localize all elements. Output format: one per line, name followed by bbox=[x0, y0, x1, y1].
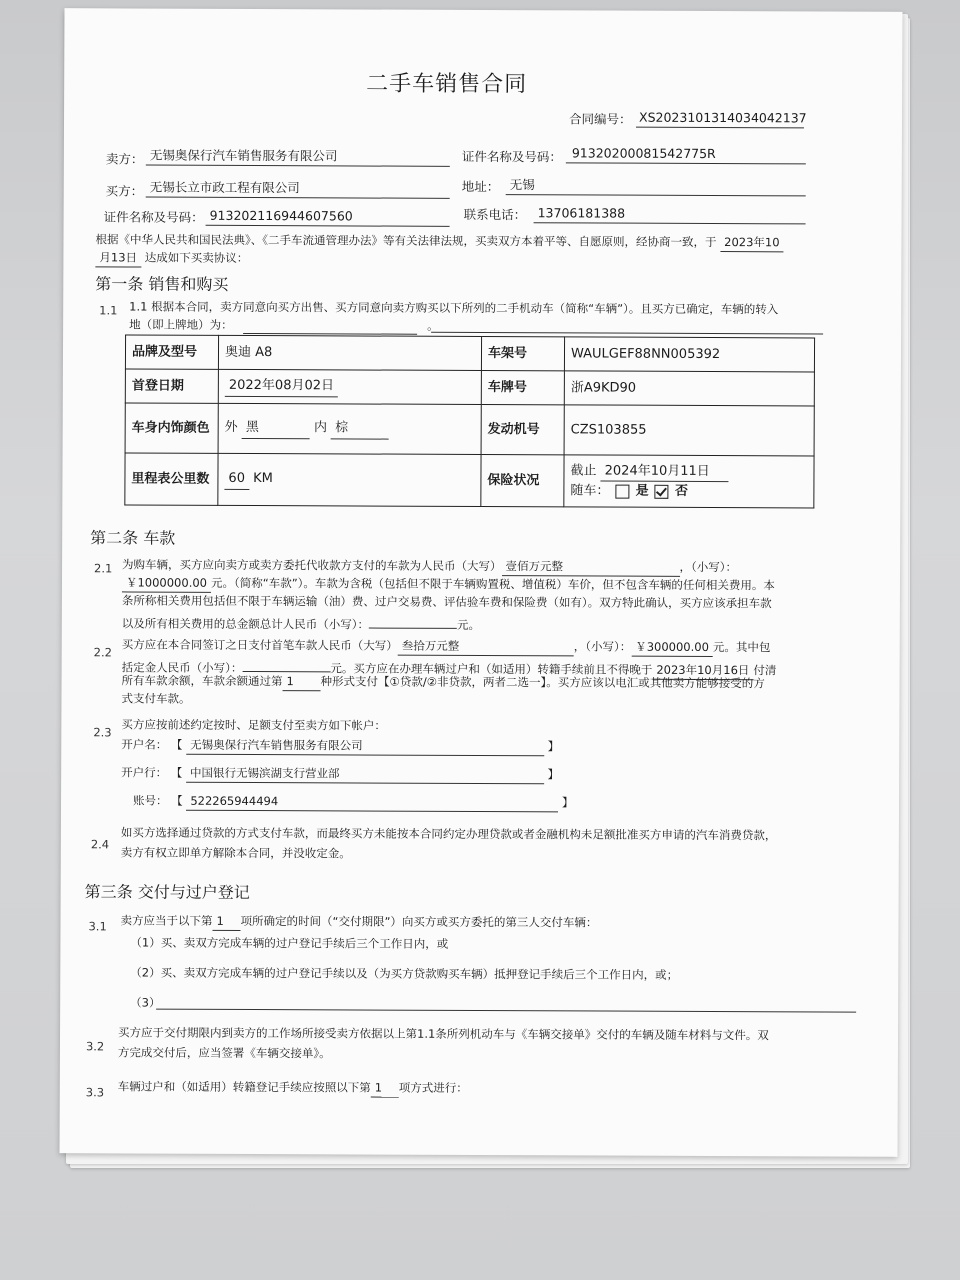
delivery-item-no: 1 bbox=[212, 913, 240, 931]
insurance-until-prefix: 截止 bbox=[570, 462, 597, 479]
total-price-lower: ￥1000000.00 bbox=[122, 574, 211, 593]
clause-1-1-text: 1.1 根据本合同，卖方同意向买方出售、买方同意向卖方购买以下所列的二手机动车（简称“车辆”）。且买方已确定，车辆的转入 bbox=[129, 299, 779, 317]
clause-2-1-text-3: 元。（简称“车款”）。车款为含税（包括但不限于车辆购置税、增值税）车价，但不包含车辆的任何相关费用。本 bbox=[210, 575, 775, 593]
clause-1-1-line bbox=[431, 332, 823, 335]
vin-value: WAULGEF88NN005392 bbox=[564, 337, 814, 372]
delivery-option-1: （1）买、卖双方完成车辆的过户登记手续后三个工作日内，或 bbox=[130, 935, 449, 951]
reg-date-value: 2022年08月02日 bbox=[225, 376, 338, 397]
reg-date-cell bbox=[218, 369, 481, 404]
mileage-cell bbox=[218, 453, 481, 506]
preamble-date-2: 月13日 bbox=[95, 249, 141, 267]
clause-2-1-text-1: 为购车辆，买方应向卖方或卖方委托代收款方支付的车款为人民币（大写） bbox=[122, 557, 502, 574]
engine-label: 发动机号 bbox=[481, 404, 564, 454]
insurance-until-line bbox=[570, 461, 807, 483]
insurance-with-line bbox=[570, 481, 807, 502]
clause-1-1-text-2: 地（即上牌地）为： bbox=[129, 317, 233, 332]
clause-2-2-text-1: 买方应在本合同签订之日支付首笔车款人民币（大写） bbox=[121, 637, 398, 653]
account-no-label: 账号： bbox=[133, 793, 168, 808]
reg-date-label: 首登日期 bbox=[125, 369, 218, 403]
clause-2-4-line-2: 卖方有权立即单方解除本合同，并没收定金。 bbox=[120, 845, 351, 861]
buyer-id-label: 证件名称及号码： bbox=[103, 209, 204, 225]
account-no-value: 522265944494 bbox=[186, 793, 558, 813]
ext-color-value: 黑 bbox=[242, 418, 310, 439]
clause-2-1-text-5: 元。 bbox=[457, 617, 481, 632]
insurance-label: 保险状况 bbox=[481, 454, 564, 506]
page-title: 二手车销售合同 bbox=[366, 71, 528, 98]
mileage-value: 60 bbox=[224, 469, 249, 490]
bracket-open: 【 bbox=[171, 793, 183, 808]
plate-label: 车牌号 bbox=[481, 370, 564, 404]
insurance-yes-label: 是 bbox=[635, 483, 649, 499]
account-no-row bbox=[133, 792, 574, 812]
preamble-date-1: 2023年10 bbox=[720, 234, 783, 253]
clause-2-2-line-4: 式支付车款。 bbox=[121, 691, 191, 706]
seller-label: 卖方： bbox=[105, 151, 144, 167]
contract-no-value: XS2023101314034042137 bbox=[638, 109, 807, 126]
contract-no-label: 合同编号： bbox=[568, 111, 632, 127]
seller-id-underline bbox=[566, 162, 806, 164]
table-row bbox=[125, 335, 814, 372]
delivery-option-2: （2）买、卖双方完成车辆的过户登记手续以及（为买方贷款购买车辆）抵押登记手续后三个工作日内，或； bbox=[130, 965, 679, 982]
clause-3-1-line-1 bbox=[120, 912, 597, 932]
transfer-item-no: 1 bbox=[371, 1080, 399, 1098]
delivery-option-3: （3） bbox=[130, 995, 161, 1010]
clause-2-2-text-7: 所有车款余额，车款余额通过第 bbox=[121, 673, 283, 689]
clause-1-1-end: 。 bbox=[427, 318, 439, 333]
clause-2-3-line-1: 买方应按前述约定按时、足额支付至卖方如下帐户： bbox=[121, 717, 386, 733]
account-name-row bbox=[121, 736, 559, 756]
brand-label: 品牌及型号 bbox=[125, 335, 218, 369]
clause-2-2-text-5: 元。买方应在办理车辆过户和（如适用）转籍手续前且不得晚于 bbox=[330, 661, 653, 677]
vin-label: 车架号 bbox=[481, 337, 564, 371]
total-price-upper: 壹佰万元整 bbox=[502, 558, 680, 577]
clause-3-1-num: 3.1 bbox=[88, 919, 107, 934]
deposit-lower: ￥300000.00 bbox=[631, 639, 713, 658]
plate-value: 浙A9KD90 bbox=[564, 371, 814, 406]
clause-3-1-text-2: 项所确定的时间（“交付期限”）向买方或买方委托的第三人交付车辆： bbox=[240, 913, 598, 930]
account-name-label: 开户名： bbox=[121, 737, 168, 752]
clause-3-2-line-2: 方完成交付后，应当签署《车辆交接单》。 bbox=[117, 1045, 331, 1061]
account-bank-value: 中国银行无锡滨湖支行营业部 bbox=[186, 765, 544, 785]
account-bank-row bbox=[121, 764, 559, 784]
preamble-text-line2 bbox=[95, 249, 248, 268]
bracket-close: 】 bbox=[561, 795, 574, 810]
vehicle-info-table bbox=[124, 334, 815, 508]
ext-color-prefix: 外 bbox=[224, 420, 238, 436]
brand-value: 奥迪 A8 bbox=[218, 335, 481, 370]
seller-id-value: 91320200081542775R bbox=[571, 145, 716, 162]
clause-3-2-num: 3.2 bbox=[85, 1039, 105, 1054]
color-cell bbox=[218, 403, 481, 454]
clause-2-1-line-4 bbox=[122, 610, 480, 634]
delivery-option-3-line bbox=[156, 1009, 856, 1013]
account-bank-label: 开户行： bbox=[121, 765, 168, 780]
buyer-label: 买方： bbox=[105, 183, 144, 199]
clause-2-4-line-1: 如买方选择通过贷款的方式支付车款，而最终买方未能按本合同约定办理贷款或者金融机构未足额批准买方申请的汽车消费贷款， bbox=[120, 825, 777, 843]
clause-2-2-text-3: 元。其中包 bbox=[712, 640, 771, 655]
insurance-with-label: 随车： bbox=[570, 483, 610, 499]
contract-page bbox=[60, 8, 903, 1157]
clause-3-3-num: 3.3 bbox=[85, 1085, 105, 1100]
article-3-heading: 第三条 交付与过户登记 bbox=[84, 882, 250, 902]
clause-2-1-num: 2.1 bbox=[94, 561, 113, 576]
clause-2-2-text-8: 种形式支付【①贷款/②非贷款，两者二选一】。买方应该以电汇或其他卖方能够接受的方 bbox=[320, 674, 765, 691]
mileage-label: 里程表公里数 bbox=[125, 453, 218, 505]
table-row bbox=[125, 403, 814, 456]
buyer-phone-label: 联系电话： bbox=[463, 206, 527, 223]
seller-id-label: 证件名称及号码： bbox=[461, 148, 562, 165]
insurance-until-value: 2024年10月11日 bbox=[601, 461, 729, 482]
insurance-cell bbox=[564, 455, 814, 508]
clause-2-2-text-4: 括定金人民币（小写）： bbox=[121, 660, 243, 675]
bracket-open: 【 bbox=[170, 765, 183, 780]
bracket-close: 】 bbox=[547, 739, 560, 754]
clause-2-1-line-3: 条所称相关费用包括但不限于车辆运输（油）费、过户交易费、评估验车费和保险费（如有）。双方特此确认，买方应该承担车款 bbox=[121, 593, 772, 611]
clause-2-2-num: 2.2 bbox=[93, 645, 113, 660]
clause-2-1-text-4: 以及所有相关费用的总金额总计人民币（小写）： bbox=[121, 616, 370, 632]
earnest-money-blank bbox=[242, 655, 330, 672]
mileage-unit: KM bbox=[253, 471, 273, 487]
buyer-addr-label: 地址： bbox=[461, 178, 500, 195]
clause-3-2-line-1: 买方应于交付期限内到卖方的工作场所接受卖方依据以上第1.1条所列机动车与《车辆交接单》交付的车辆及随车材料与文件。双 bbox=[118, 1025, 769, 1043]
preamble-text-2: 达成如下买卖协议： bbox=[144, 250, 249, 265]
clause-3-3-text-1: 车辆过户和（如适用）转籍登记手续应按照以下第 bbox=[117, 1079, 371, 1095]
total-amount-blank bbox=[369, 612, 457, 629]
checkbox-yes-icon[interactable] bbox=[616, 484, 630, 498]
buyer-id-value: 913202116944607560 bbox=[209, 207, 353, 224]
seller-underline bbox=[146, 165, 450, 167]
clause-1-1-num: 1.1 bbox=[99, 303, 118, 318]
clause-2-4-num: 2.4 bbox=[90, 837, 110, 852]
buyer-phone-value: 13706181388 bbox=[537, 205, 626, 221]
seller-name: 无锡奥保行汽车销售服务有限公司 bbox=[149, 147, 338, 164]
table-row bbox=[125, 369, 814, 406]
account-name-value: 无锡奥保行汽车销售服务有限公司 bbox=[186, 737, 544, 757]
payment-way: 1 bbox=[283, 673, 321, 691]
clause-2-3-num: 2.3 bbox=[93, 725, 112, 740]
contract-no-underline bbox=[636, 127, 804, 129]
clause-2-2-text-2: ，（小写）： bbox=[573, 639, 632, 654]
int-color-value: 棕 bbox=[331, 419, 389, 440]
article-2-heading: 第二条 车款 bbox=[90, 528, 176, 548]
buyer-underline bbox=[146, 197, 450, 199]
preamble-text-1: 根据《中华人民共和国民法典》、《二手车流通管理办法》等有关法律法规，买卖双方本着平等、自愿原则，经协商一致，于 bbox=[95, 232, 717, 250]
bracket-close: 】 bbox=[547, 767, 560, 782]
clause-2-2-line-3 bbox=[122, 672, 765, 693]
clause-3-1-text-1: 卖方应当于以下第 bbox=[120, 913, 213, 928]
deposit-upper: 叁拾万元整 bbox=[398, 638, 574, 657]
engine-value: CZS103855 bbox=[564, 405, 814, 456]
clause-2-2-text-6: 付清 bbox=[753, 663, 777, 678]
buyer-addr-underline bbox=[506, 194, 806, 196]
buyer-id-underline bbox=[206, 225, 450, 227]
buyer-phone-underline bbox=[534, 222, 806, 224]
color-label: 车身内饰颜色 bbox=[125, 403, 218, 453]
buyer-addr-value: 无锡 bbox=[509, 177, 535, 193]
insurance-no-label: 否 bbox=[674, 483, 689, 499]
int-color-prefix: 内 bbox=[313, 420, 328, 436]
clause-3-3-text-2: 项方式进行： bbox=[398, 1080, 468, 1095]
balance-due-date: 2023年10月16日 bbox=[652, 662, 753, 681]
buyer-name: 无锡长立市政工程有限公司 bbox=[149, 179, 300, 196]
clause-2-1-text-2: ，（小写）： bbox=[679, 559, 738, 575]
clause-3-3-line-1 bbox=[118, 1078, 468, 1098]
bracket-open: 【 bbox=[170, 737, 183, 752]
checkbox-no-checked-icon[interactable] bbox=[655, 484, 669, 498]
article-1-heading: 第一条 销售和购买 bbox=[95, 274, 229, 294]
table-row bbox=[125, 453, 814, 508]
